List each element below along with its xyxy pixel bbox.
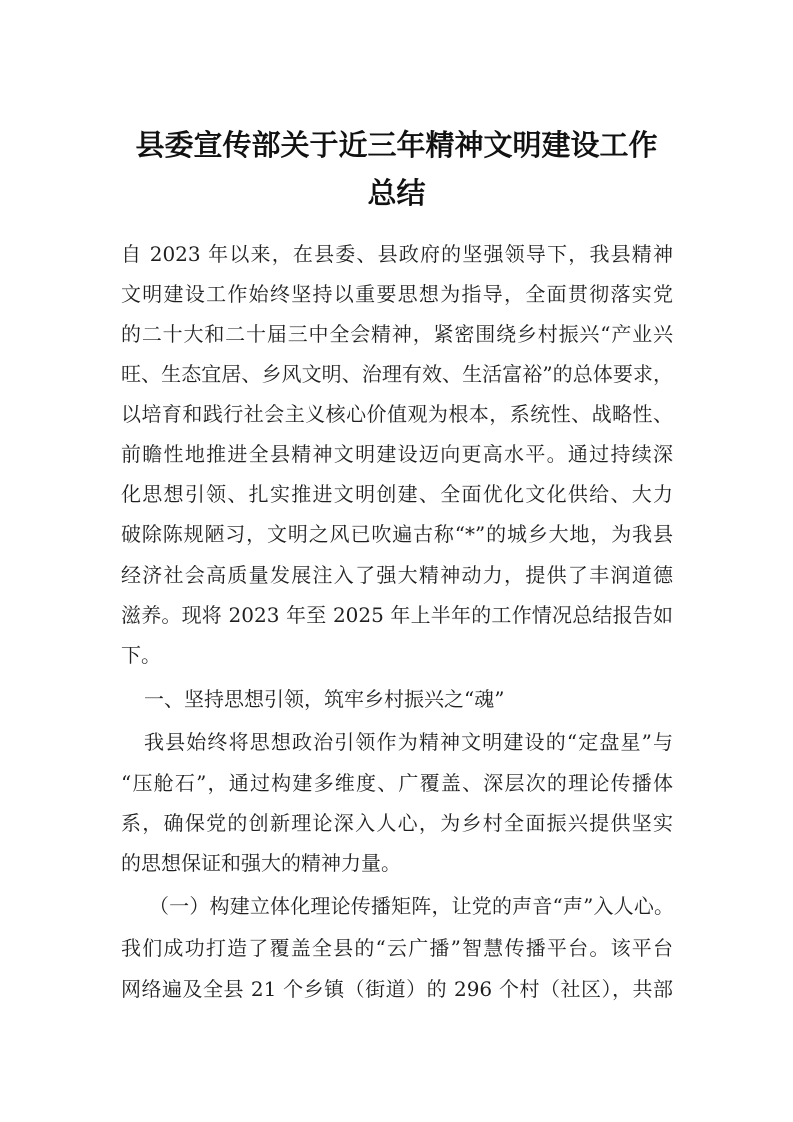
body-text-line: 我们成功打造了覆盖全县的“云广播”智慧传播平台。该平台 bbox=[121, 936, 673, 960]
body-text-line: 下。 bbox=[121, 643, 161, 667]
body-text-line: 经济社会高质量发展注入了强大精神动力，提供了丰润道德 bbox=[121, 563, 673, 587]
body-text-line: 的二十大和二十届三中全会精神，紧密围绕乡村振兴“产业兴 bbox=[121, 322, 673, 346]
body-text-line: 滋养。现将 2023 年至 2025 年上半年的工作情况总结报告如 bbox=[121, 603, 673, 627]
body-text-line: 我县始终将思想政治引领作为精神文明建设的“定盘星”与 bbox=[144, 730, 673, 754]
body-text-line: 文明建设工作始终坚持以重要思想为指导，全面贯彻落实党 bbox=[121, 282, 673, 306]
document-title-line-2: 总结 bbox=[367, 176, 426, 210]
section-heading: 一、坚持思想引领，筑牢乡村振兴之“魂” bbox=[144, 687, 505, 711]
body-text-line: 自 2023 年以来，在县委、县政府的坚强领导下，我县精神 bbox=[121, 242, 673, 266]
document-title-line-1: 县委宣传部关于近三年精神文明建设工作 bbox=[135, 128, 658, 162]
body-text-line: 以培育和践行社会主义核心价值观为根本，系统性、战略性、 bbox=[121, 402, 673, 426]
body-text-line: 破除陈规陋习，文明之风已吹遍古称“*”的城乡大地，为我县 bbox=[121, 522, 673, 546]
body-text-line: 系，确保党的创新理论深入人心，为乡村全面振兴提供坚实 bbox=[121, 811, 673, 835]
body-text-line: 的思想保证和强大的精神力量。 bbox=[121, 851, 401, 875]
body-text-line: 旺、生态宜居、乡风文明、治理有效、生活富裕”的总体要求， bbox=[121, 362, 673, 386]
body-text-line: 网络遍及全县 21 个乡镇（街道）的 296 个村（社区），共部 bbox=[121, 977, 673, 1001]
body-text-line: 前瞻性地推进全县精神文明建设迈向更高水平。通过持续深 bbox=[121, 442, 673, 466]
body-text-line: “压舱石”，通过构建多维度、广覆盖、深层次的理论传播体 bbox=[121, 771, 673, 795]
subsection-heading: （一）构建立体化理论传播矩阵，让党的声音“声”入人心。 bbox=[149, 894, 674, 918]
body-text-line: 化思想引领、扎实推进文明创建、全面优化文化供给、大力 bbox=[121, 482, 673, 506]
